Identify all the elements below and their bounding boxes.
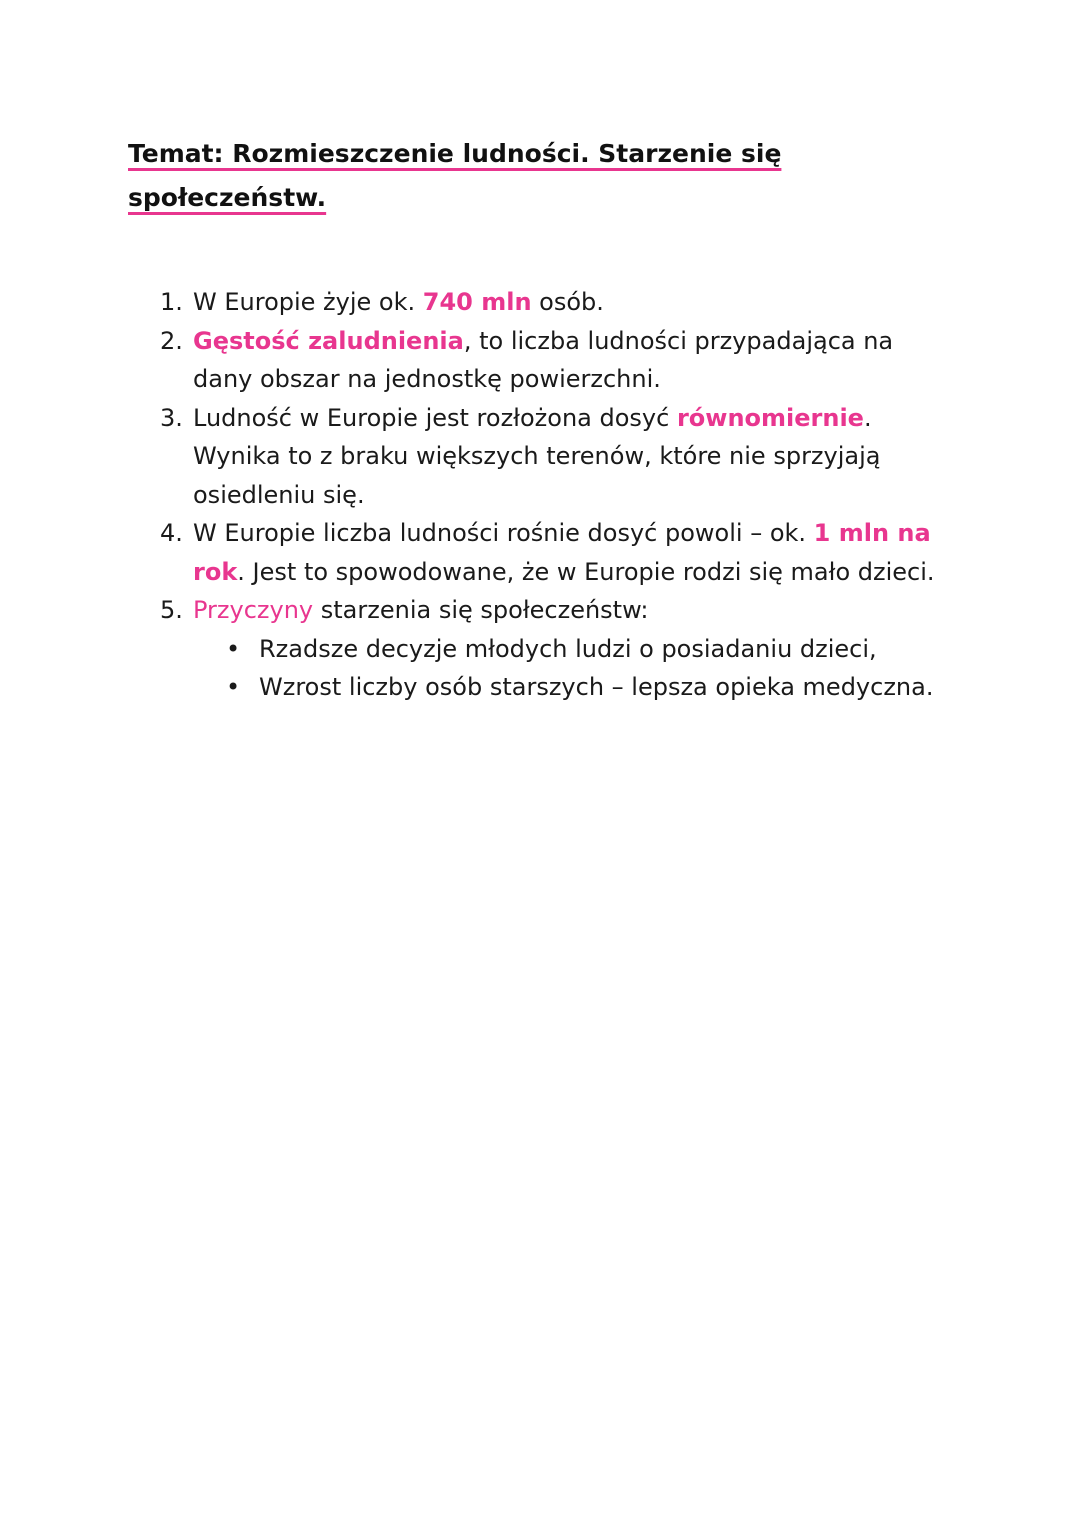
bullet-icon: •	[226, 634, 241, 663]
sublist-item-text: Wzrost liczby osób starszych – lepsza opieka medyczna.	[259, 673, 934, 701]
item-text: . Wynika to z braku większych terenów, które nie sprzyjają osiedleniu się.	[193, 403, 881, 509]
highlight-text: 740 mln	[422, 288, 532, 316]
causes-sublist	[193, 630, 960, 707]
sublist-item-text: Rzadsze decyzje młodych ludzi o posiadaniu dzieci,	[259, 634, 877, 663]
item-text: Ludność w Europie jest rozłożona dosyć	[193, 403, 677, 432]
title-line-1: Temat: Rozmieszczenie ludności. Starzenie się	[128, 139, 782, 168]
item-number: 4.	[160, 519, 183, 547]
title-line-2: społeczeństw.	[128, 183, 327, 212]
highlight-text: równomiernie	[676, 403, 864, 432]
bullet-icon: •	[226, 673, 241, 701]
item-number: 3.	[160, 403, 183, 432]
item-number: 2.	[160, 326, 183, 355]
list-item-2	[160, 322, 960, 399]
list-item-3	[160, 399, 960, 515]
highlight-text: Przyczyny	[193, 596, 314, 624]
highlight-text: Gęstość zaludnienia	[193, 326, 464, 355]
item-text: starzenia się społeczeństw:	[313, 596, 649, 624]
item-text: . Jest to spowodowane, że w Europie rodzi się mało dzieci.	[237, 557, 935, 586]
sublist-item	[226, 630, 960, 669]
item-text: W Europie liczba ludności rośnie dosyć powoli – ok.	[193, 519, 814, 547]
list-item-5	[160, 591, 960, 707]
item-text: W Europie żyje ok.	[193, 288, 423, 316]
page-title	[128, 132, 848, 220]
notes-list	[160, 283, 960, 707]
highlight-text: 1 mln na rok	[193, 519, 931, 586]
item-number: 5.	[160, 596, 183, 624]
item-text: , to liczba ludności przypadająca na dany obszar na jednostkę powierzchni.	[193, 326, 894, 393]
sublist-item	[226, 668, 960, 707]
list-item-1	[160, 283, 960, 322]
list-item-4	[160, 514, 960, 591]
item-number: 1.	[160, 288, 183, 316]
item-text: osób.	[531, 288, 604, 316]
